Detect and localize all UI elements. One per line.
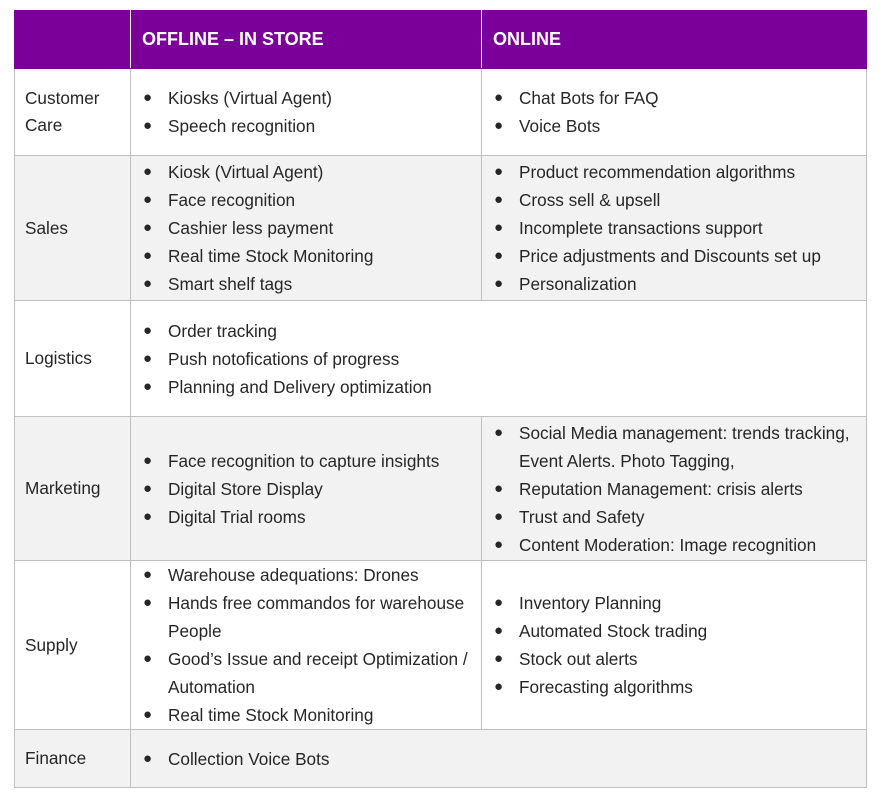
list-item xyxy=(141,112,471,140)
bullet-icon: ● xyxy=(143,650,153,667)
bullet-icon: ● xyxy=(143,479,153,497)
list-item-text: Order tracking xyxy=(168,320,277,341)
bullet-icon: ● xyxy=(143,349,153,367)
list-item xyxy=(492,617,856,645)
bullet-list xyxy=(492,84,856,140)
list-item xyxy=(492,186,856,214)
online-cell xyxy=(482,417,867,561)
list-item xyxy=(141,589,471,645)
header-offline: OFFLINE – IN STORE xyxy=(131,11,482,69)
list-item-text: Inventory Planning xyxy=(519,593,662,613)
header-online: ONLINE xyxy=(482,11,867,69)
list-item xyxy=(492,645,856,673)
bullet-list xyxy=(141,561,471,729)
list-item-text: Chat Bots for FAQ xyxy=(519,88,659,108)
list-item-text: Warehouse adequations: Drones xyxy=(168,565,419,585)
list-item-text: Speech recognition xyxy=(168,116,316,136)
list-item-text: Stock out alerts xyxy=(519,649,638,669)
list-item-text: Good’s Issue and receipt Optimization / Automation xyxy=(168,649,468,697)
comparison-table xyxy=(14,10,867,788)
bullet-icon: ● xyxy=(143,275,153,292)
bullet-icon: ● xyxy=(494,89,504,106)
table-row xyxy=(15,301,867,417)
table-row xyxy=(15,156,867,301)
list-item-text: Cashier less payment xyxy=(168,218,334,238)
bullet-list xyxy=(141,158,471,298)
list-item xyxy=(492,419,856,475)
online-cell xyxy=(482,156,867,301)
bullet-icon: ● xyxy=(143,321,153,339)
bullet-icon: ● xyxy=(494,622,504,639)
bullet-icon: ● xyxy=(143,507,153,525)
row-label: Supply xyxy=(15,561,131,730)
list-item xyxy=(492,475,856,503)
list-item xyxy=(492,503,856,531)
offline-cell xyxy=(131,561,482,730)
list-item-text: Trust and Safety xyxy=(519,506,645,527)
list-item-text: Hands free commandos for warehouse People xyxy=(168,593,465,641)
bullet-icon: ● xyxy=(494,163,504,180)
bullet-icon: ● xyxy=(143,706,153,723)
list-item xyxy=(492,242,856,270)
bullet-icon: ● xyxy=(494,247,504,264)
list-item xyxy=(141,645,471,701)
list-item xyxy=(141,745,856,773)
bullet-icon: ● xyxy=(494,594,504,611)
bullet-icon: ● xyxy=(494,479,504,497)
list-item xyxy=(141,158,471,186)
list-item-text: Kiosks (Virtual Agent) xyxy=(168,88,332,108)
list-item xyxy=(141,345,856,373)
header-row xyxy=(15,11,867,69)
list-item-text: Digital Trial rooms xyxy=(168,506,306,527)
offline-cell xyxy=(131,417,482,561)
list-item xyxy=(492,84,856,112)
list-item-text: Push notofications of progress xyxy=(168,348,400,369)
list-item-text: Price adjustments and Discounts set up xyxy=(519,246,821,266)
bullet-icon: ● xyxy=(143,594,153,611)
online-cell xyxy=(482,69,867,156)
list-item xyxy=(141,561,471,589)
list-item xyxy=(141,317,856,345)
list-item xyxy=(141,270,471,298)
bullet-list xyxy=(141,745,856,773)
row-label: Finance xyxy=(15,730,131,788)
list-item-text: Social Media management: trends tracking, Event Alerts. Photo Tagging, xyxy=(519,422,850,471)
online-cell xyxy=(482,561,867,730)
list-item xyxy=(492,673,856,701)
table-row xyxy=(15,561,867,730)
list-item-text: Smart shelf tags xyxy=(168,274,293,294)
list-item-text: Automated Stock trading xyxy=(519,621,708,641)
bullet-icon: ● xyxy=(143,163,153,180)
list-item xyxy=(141,186,471,214)
table-row xyxy=(15,730,867,788)
list-item xyxy=(492,589,856,617)
bullet-icon: ● xyxy=(494,117,504,134)
bullet-icon: ● xyxy=(143,191,153,208)
bullet-list xyxy=(141,84,471,140)
row-label: Sales xyxy=(15,156,131,301)
bullet-icon: ● xyxy=(143,247,153,264)
list-item-text: Face recognition xyxy=(168,190,296,210)
bullet-icon: ● xyxy=(143,219,153,236)
bullet-icon: ● xyxy=(494,423,504,441)
list-item-text: Planning and Delivery optimization xyxy=(168,376,432,397)
list-item-text: Real time Stock Monitoring xyxy=(168,246,374,266)
list-item xyxy=(492,112,856,140)
row-label: Customer Care xyxy=(15,69,131,156)
list-item xyxy=(492,531,856,559)
bullet-list xyxy=(492,158,856,298)
list-item xyxy=(141,214,471,242)
bullet-icon: ● xyxy=(143,749,153,767)
table-row xyxy=(15,69,867,156)
list-item xyxy=(141,701,471,729)
list-item-text: Digital Store Display xyxy=(168,478,323,499)
list-item xyxy=(141,242,471,270)
list-item-text: Voice Bots xyxy=(519,116,601,136)
bullet-icon: ● xyxy=(143,451,153,469)
bullet-list xyxy=(141,447,471,531)
bullet-list xyxy=(141,317,856,401)
bullet-icon: ● xyxy=(494,650,504,667)
list-item-text: Forecasting algorithms xyxy=(519,677,693,697)
list-item xyxy=(492,158,856,186)
bullet-icon: ● xyxy=(143,377,153,395)
list-item xyxy=(492,214,856,242)
list-item-text: Real time Stock Monitoring xyxy=(168,705,374,725)
header-corner xyxy=(15,11,131,69)
bullet-icon: ● xyxy=(494,535,504,553)
bullet-icon: ● xyxy=(494,678,504,695)
list-item xyxy=(492,270,856,298)
list-item-text: Product recommendation algorithms xyxy=(519,162,796,182)
row-label: Marketing xyxy=(15,417,131,561)
list-item-text: Personalization xyxy=(519,274,637,294)
offline-cell xyxy=(131,730,867,788)
list-item xyxy=(141,503,471,531)
list-item-text: Content Moderation: Image recognition xyxy=(519,534,817,555)
list-item xyxy=(141,475,471,503)
bullet-icon: ● xyxy=(494,275,504,292)
bullet-icon: ● xyxy=(143,566,153,583)
list-item-text: Face recognition to capture insights xyxy=(168,450,440,471)
list-item xyxy=(141,373,856,401)
list-item-text: Kiosk (Virtual Agent) xyxy=(168,162,324,182)
offline-cell xyxy=(131,156,482,301)
list-item-text: Reputation Management: crisis alerts xyxy=(519,478,803,499)
table-row xyxy=(15,417,867,561)
row-label: Logistics xyxy=(15,301,131,417)
offline-cell xyxy=(131,69,482,156)
list-item xyxy=(141,447,471,475)
list-item-text: Incomplete transactions support xyxy=(519,218,763,238)
bullet-list xyxy=(492,589,856,701)
bullet-icon: ● xyxy=(143,89,153,106)
list-item-text: Cross sell & upsell xyxy=(519,190,661,210)
bullet-icon: ● xyxy=(494,219,504,236)
bullet-icon: ● xyxy=(494,191,504,208)
offline-cell xyxy=(131,301,867,417)
bullet-icon: ● xyxy=(494,507,504,525)
list-item xyxy=(141,84,471,112)
bullet-icon: ● xyxy=(143,117,153,134)
list-item-text: Collection Voice Bots xyxy=(168,748,330,769)
bullet-list xyxy=(492,419,856,559)
